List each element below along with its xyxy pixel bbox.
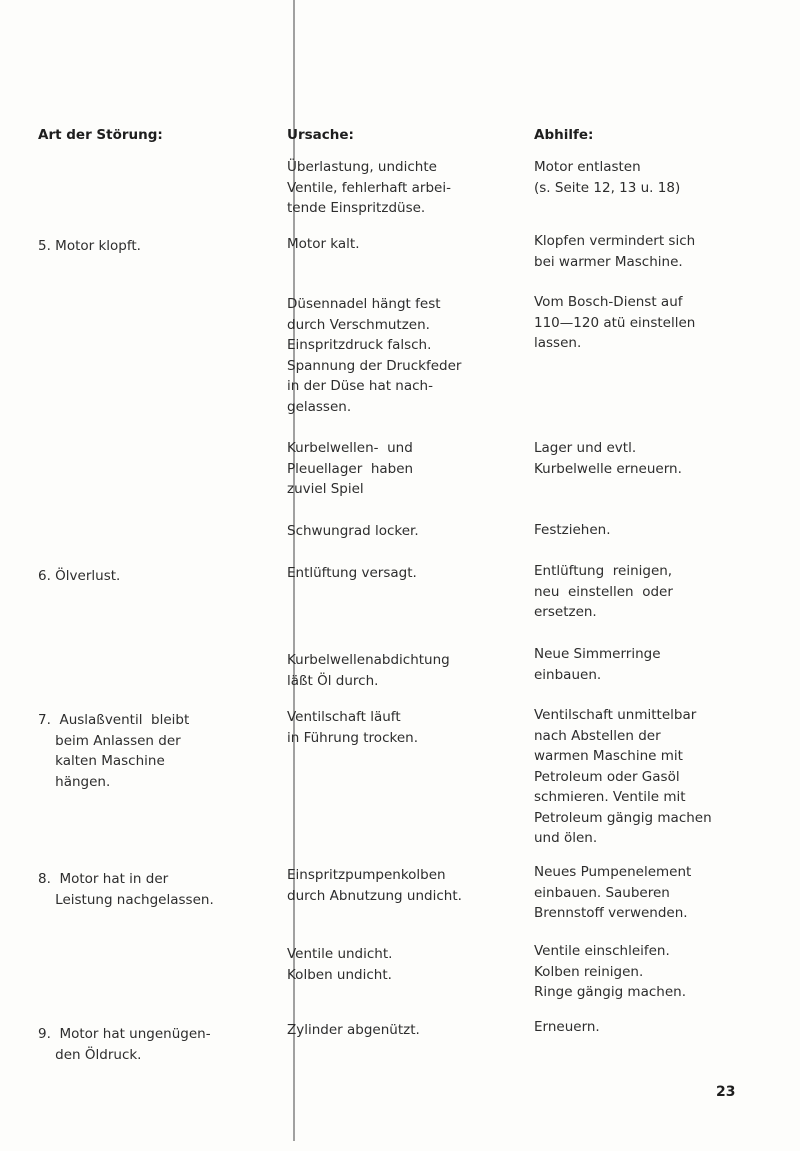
cause-text: Kurbelwellenabdichtung läßt Öl durch. [287,652,450,689]
remedy-text: Festziehen. [534,522,611,538]
header-art-der-stoerung: Art der Störung: [38,127,163,143]
remedy-text: Motor entlasten (s. Seite 12, 13 u. 18) [534,159,681,196]
cause-text: Überlastung, undichte Ventile, fehlerhaft arbei- tende Einspritzdüse. [287,159,451,216]
problem-text: 8. Motor hat in der Leistung nachgelassen. [38,871,214,908]
cause-text: Ventile undicht. Kolben undicht. [287,946,393,983]
header-abhilfe: Abhilfe: [534,127,594,143]
remedy-text: Neue Simmerringe einbauen. [534,646,661,683]
cause-text: Motor kalt. [287,236,360,252]
cause-text: Zylinder abgenützt. [287,1022,420,1038]
remedy-text: Klopfen vermindert sich bei warmer Maschine. [534,233,696,270]
remedy-text: Neues Pumpenelement einbauen. Sauberen Brennstoff verwenden. [534,864,692,921]
remedy-text: Vom Bosch-Dienst auf 110—120 atü einstellen lassen. [534,294,696,351]
cause-text: Entlüftung versagt. [287,565,417,581]
cause-text: Kurbelwellen- und Pleuellager haben zuviel Spiel [287,440,414,497]
remedy-text: Ventile einschleifen. Kolben reinigen. Ringe gängig machen. [534,943,686,1000]
problem-text: 7. Auslaßventil bleibt beim Anlassen der kalten Maschine hängen. [38,712,190,790]
remedy-text: Ventilschaft unmittelbar nach Abstellen der warmen Maschine mit Petroleum oder Gasöl schmieren. Ventile mit Petroleum gängig machen und ölen. [534,707,712,846]
remedy-text: Lager und evtl. Kurbelwelle erneuern. [534,440,682,477]
cause-text: Einspritzpumpenkolben durch Abnutzung undicht. [287,867,462,904]
remedy-text: Erneuern. [534,1019,600,1035]
page-number: 23 [716,1084,736,1100]
cause-text: Schwungrad locker. [287,523,419,539]
cause-text: Ventilschaft läuft in Führung trocken. [287,709,418,746]
problem-text: 5. Motor klopft. [38,238,141,254]
problem-text: 6. Ölverlust. [38,568,121,584]
header-ursache: Ursache: [287,127,354,143]
remedy-text: Entlüftung reinigen, neu einstellen oder ersetzen. [534,563,673,620]
cause-text: Düsennadel hängt fest durch Verschmutzen. Einspritzdruck falsch. Spannung der Druckfeder in der Düse hat nach- gelassen. [287,296,462,415]
problem-text: 9. Motor hat ungenügen- den Öldruck. [38,1026,211,1063]
